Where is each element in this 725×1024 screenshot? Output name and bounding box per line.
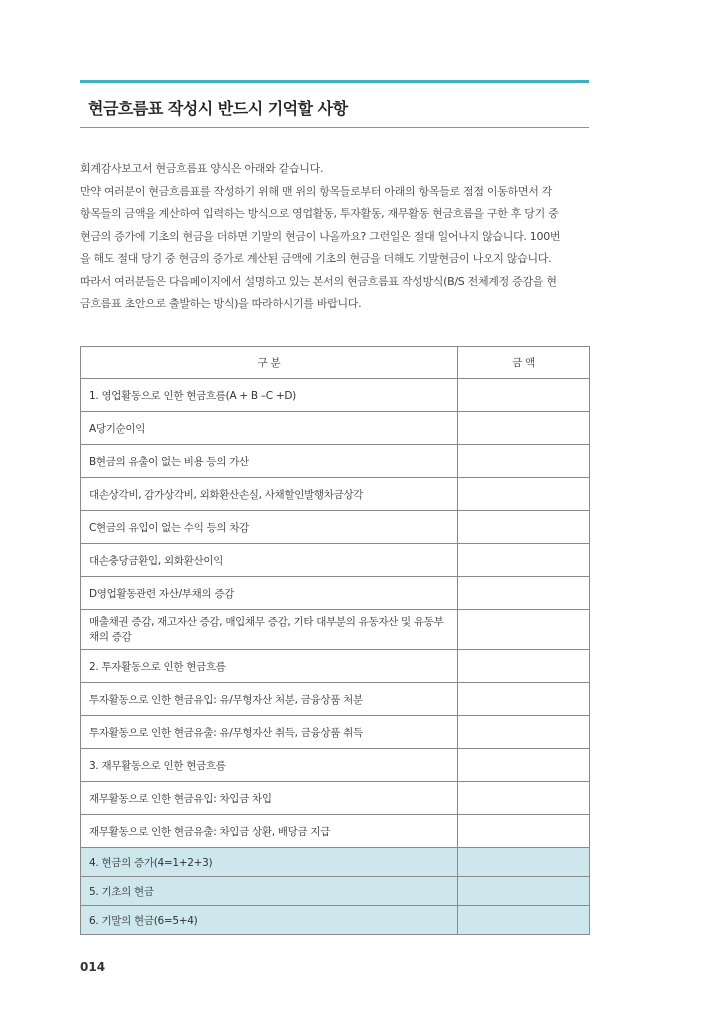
paragraph-line: 따라서 여러분들은 다음페이지에서 설명하고 있는 본서의 현금흐름표 작성방식(B/S 전체계정 증감을 현 [80,274,557,288]
section-title: 현금흐름표 작성시 반드시 기억할 사항 [88,99,348,118]
row-amount [458,683,590,716]
intro-paragraph [80,158,589,316]
row-amount [458,544,590,577]
row-label: 매출채권 증감, 재고자산 증감, 매입채무 증감, 기타 대부분의 유동자산 및 유동부채의 증감 [81,610,458,650]
row-label: 투자활동으로 인한 현금유출: 유/무형자산 취득, 금융상품 취득 [81,716,458,749]
table-row [81,716,590,749]
row-amount [458,877,590,906]
row-label: 4. 현금의 증가(4=1+2+3) [81,848,458,877]
table-header-row [81,347,590,379]
row-amount [458,412,590,445]
table-row [81,478,590,511]
row-label: 3. 재무활동으로 인한 현금흐름 [81,749,458,782]
paragraph-line: 을 해도 절대 당기 중 현금의 증가로 계산된 금액에 기초의 현금을 더해도 기말현금이 나오지 않습니다. [80,252,552,265]
row-amount [458,815,590,848]
table-row [81,379,590,412]
table-row [81,445,590,478]
row-amount [458,577,590,610]
row-label: A당기순이익 [81,412,458,445]
row-label: 1. 영업활동으로 인한 현금흐름(A + B –C +D) [81,379,458,412]
table-row [81,683,590,716]
row-label: 재무활동으로 인한 현금유출: 차입금 상환, 배당금 지급 [81,815,458,848]
row-label: 5. 기초의 현금 [81,877,458,906]
table-row [81,815,590,848]
row-label: C현금의 유입이 없는 수익 등의 차감 [81,511,458,544]
paragraph-line: 금흐름표 초안으로 출발하는 방식)을 따라하시기를 바랍니다. [80,297,362,310]
row-amount [458,906,590,935]
table-row [81,749,590,782]
row-label: 재무활동으로 인한 현금유입: 차입금 차입 [81,782,458,815]
row-amount [458,848,590,877]
row-label: 투자활동으로 인한 현금유입: 유/무형자산 처분, 금융상품 처분 [81,683,458,716]
row-amount [458,749,590,782]
table-row [81,511,590,544]
row-amount [458,478,590,511]
row-label: 대손충당금환입, 외화환산이익 [81,544,458,577]
row-amount [458,379,590,412]
table-row [81,610,590,650]
summary-row [81,877,590,906]
paragraph-line: 회계감사보고서 현금흐름표 양식은 아래와 같습니다. [80,162,324,175]
table-row [81,650,590,683]
paragraph-line: 항목들의 금액을 계산하여 입력하는 방식으로 영업활동, 투자활동, 재무활동 현금흐름을 구한 후 당기 중 [80,207,559,220]
row-label: 대손상각비, 감가상각비, 외화환산손실, 사채할인발행차금상각 [81,478,458,511]
row-label: D영업활동관련 자산/부채의 증감 [81,577,458,610]
row-amount [458,716,590,749]
cash-flow-table [80,346,590,935]
table-row [81,544,590,577]
page-number: 014 [80,960,106,974]
row-amount [458,511,590,544]
table-row [81,577,590,610]
row-amount [458,445,590,478]
table-row [81,782,590,815]
row-label: B현금의 유출이 없는 비용 등의 가산 [81,445,458,478]
row-amount [458,650,590,683]
paragraph-line: 현금의 증가에 기초의 현금을 더하면 기말의 현금이 나올까요? 그런일은 절대 일어나지 않습니다. 100번 [80,229,561,243]
row-amount [458,782,590,815]
summary-row [81,906,590,935]
paragraph-line: 만약 여러분이 현금흐름표를 작성하기 위해 맨 위의 항목들로부터 아래의 항목들로 점점 이동하면서 각 [80,184,553,198]
section-title-block [80,80,589,128]
row-label: 6. 기말의 현금(6=5+4) [81,906,458,935]
row-amount [458,610,590,650]
row-label: 2. 투자활동으로 인한 현금흐름 [81,650,458,683]
table-row [81,412,590,445]
summary-row [81,848,590,877]
header-category: 구 분 [81,347,458,379]
header-amount: 금 액 [458,347,590,379]
